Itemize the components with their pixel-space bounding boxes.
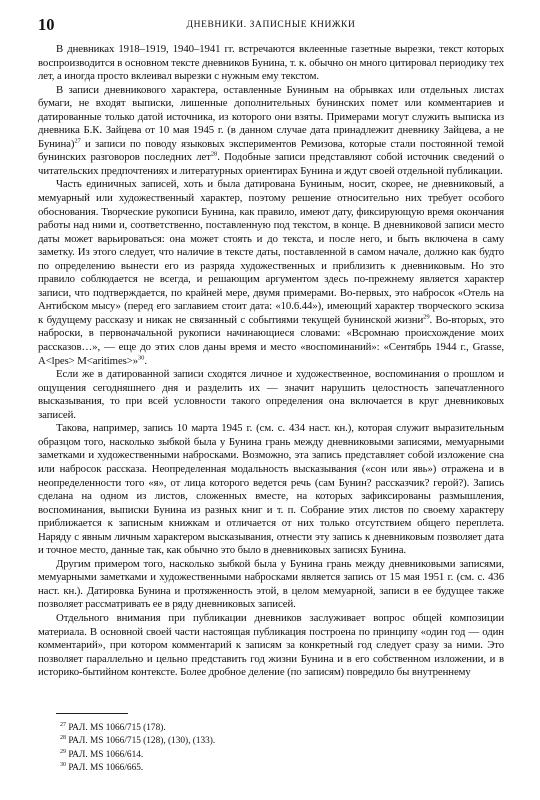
footnote-text: РАЛ. MS 1066/614. — [68, 749, 144, 760]
footnotes — [60, 722, 500, 775]
paragraph-text: Часть единичных записей, хоть и была датирована Буниным, носит, скорее, не дневниковый, а мемуарный или художественный характер, поэтому решение относительно них требует особого обоснования. Творческие рукописи Бунина, как правило, имеют дату, фиксирующую время окончания работы над ними и, соответственно, поставленную под текстом, в конце. В дневниковой записи место даты может варьироваться: она может стоять и до текста, и после него, и быть включена в саму заметку. Из этого следует, что наличие в тексте даты, поставленной в самом начале, должно как будто по определению вынести его из разряда художественных и приблизить к дневниковым. Но это правило соблюдается не всегда, и решающим аргументом здесь по-прежнему является характер записи, что подтверждается, по крайней мере, двумя примерами. Во-первых, это набросок «Отель на Антибском мысу» (перед его заглавием стоит дата: «10.6.44»), имеющий характер творческого эскиза к будущему рассказу и никак не связанный с событиями текущей бунинской жизни — [38, 178, 504, 326]
paragraph — [38, 43, 504, 84]
footnote-text: РАЛ. MS 1066/715 (128), (130), (133). — [68, 736, 216, 747]
footnote — [60, 722, 500, 735]
page-header — [38, 16, 504, 34]
paragraph-text: В записи дневникового характера, оставленные Буниным на обрывках или отдельных листах бумаги, не входят выписки, лишенные дополнительных бунинских помет или комментариев и датированные только датой источника, из которого они взяты. Примерами могут служить выписка из дневника Б.К. Зайцева от 10 мая 1945 г. (в данном случае дата принадлежит дневнику Зайцева, а не Бунина) — [38, 83, 504, 150]
paragraph — [38, 612, 504, 680]
paragraph-text: В дневниках 1918–1919, 1940–1941 гг. встречаются вклеенные газетные вырезки, текст которых воспроизводится в основном тексте дневников Бунина, т. к. обычно он много цитировал периодику тех лет, а иногда просто вклеивал вырезки с нужным ему текстом. — [38, 43, 504, 83]
footnote-number: 28 — [60, 735, 66, 742]
paragraph-text: и записи по поводу языковых экспериментов Ремизова, которые стали постоянной темой бунинских разговоров последних лет — [38, 137, 504, 164]
footnote-ref: 28 — [210, 150, 218, 158]
paragraph-text: . Во-вторых, это наброски, в первоначальной рукописи начинающиеся словами: «Всромнаю происхождение моих рассказов…», — еще до этих слов даны время и место «воспоминаний»: «Сентябрь 1944 г., Grasse, A<lpes> M<aritimes>» — [38, 313, 504, 367]
footnote-ref: 29 — [423, 313, 430, 321]
page-number: 10 — [38, 15, 55, 34]
footnote-number: 27 — [60, 721, 66, 728]
paragraph-text: Отдельного внимания при публикации дневников заслуживает вопрос общей композиции материала. В основной своей части настоящая публикация построена по принципу «один год — один комментарий», при котором комментарий к записям за конкретный год следует сразу за ними. Это позволяет параллельно и цельно представить год жизни Бунина и в его собственном изложении, и в историко-бытийном контексте. Более дробное деление (по записям) повредило бы внутреннему — [38, 611, 504, 679]
running-head: ДНЕВНИКИ. ЗАПИСНЫЕ КНИЖКИ — [186, 20, 356, 30]
body-text — [38, 43, 504, 680]
paragraph — [38, 84, 504, 179]
footnote — [60, 762, 500, 775]
paragraph-text: Другим примером того, насколько зыбкой была у Бунина грань между дневниковыми записями, мемуарными заметками и художественными набросками является запись от 15 мая 1951 г. (см. с. 436 наст. кн.). Датировка Бунина и протяженность этой, в целом мемуарной, записи в ее будущее также позволяет рассматривать ее в ряду дневниковых записей. — [38, 557, 504, 611]
footnote-number: 29 — [60, 748, 66, 755]
footnote-text: РАЛ. MS 1066/665. — [68, 762, 144, 773]
paragraph — [38, 368, 504, 422]
paragraph-text: . — [144, 354, 147, 367]
footnote — [60, 735, 500, 748]
footnote-number: 30 — [60, 761, 66, 768]
paragraph-text: Такова, например, запись 10 марта 1945 г. (см. с. 434 наст. кн.), которая служит выразительным образцом того, насколько зыбкой была у Бунина грань между дневниковыми записями, мемуарными заметками и художественными набросками. Возможно, эта запись представляет собой изложение сна или набросок рассказа. Неопределенная модальность высказывания («сон или явь») отражена и в неопределенности того «я», от лица которого ведется речь (сам Бунин? рассказчик? герой?). Запись сделана на одном из листов, сложенных вместе, на которых зафиксированы размышления, воспоминания, выписки Бунина из разных книг и т. п. Собрание этих листов по своему характеру приближается к записным книжкам и отличается от них только отсутствием общего переплета. Наряду с явным личным характером высказывания, отнести эту запись к дневниковым позволяет дата и точное место, данные так, как обычно это было в дневниковых записях Бунина. — [38, 422, 504, 557]
paragraph — [38, 178, 504, 368]
paragraph-text: Если же в датированной записи сходятся личное и художественное, воспоминания о прошлом и ощущения сегодняшнего дня и разделить их — значит нарушить целостность запечатленного высказывания, то при всей условности такого определения она включается в круг дневниковых записей. — [38, 368, 504, 421]
footnote-divider — [56, 713, 128, 714]
paragraph — [38, 422, 504, 557]
footnote-ref: 30 — [138, 353, 145, 361]
footnote-ref: 27 — [74, 137, 81, 145]
footnote-text: РАЛ. MS 1066/715 (178). — [68, 723, 166, 733]
footnote — [60, 749, 500, 762]
paragraph-text: . Подобные записи представляют собой источник сведений о читательских предпочтениях и литературных ориентирах Бунина и ждут своей отдельной публикации. — [38, 151, 504, 177]
paragraph — [38, 558, 504, 612]
